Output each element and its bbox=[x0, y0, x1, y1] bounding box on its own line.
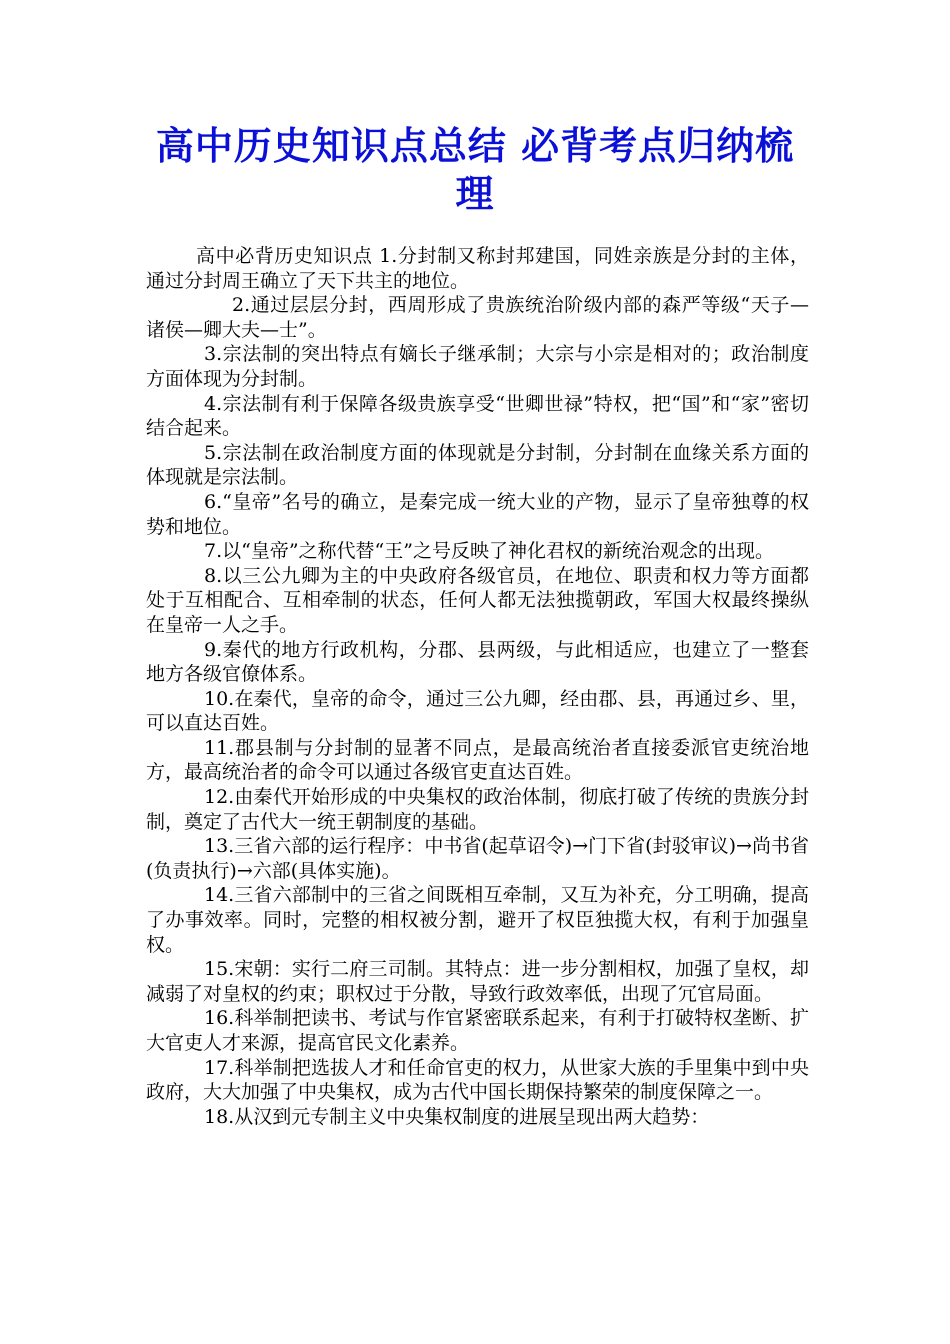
paragraph-3: 3.宗法制的突出特点有嫡长子继承制；大宗与小宗是相对的；政治制度方面体现为分封制。 bbox=[146, 343, 809, 390]
paragraph-16: 16.科举制把读书、考试与作官紧密联系起来，有利于打破特权垄断、扩大官吏人才来源，提高官民文化素养。 bbox=[146, 1007, 809, 1054]
paragraph-7: 7.以“皇帝”之称代替“王”之号反映了神化君权的新统治观念的出现。 bbox=[204, 540, 774, 563]
paragraph-4: 4.宗法制有利于保障各级贵族享受“世卿世禄”特权，把“国”和“家”密切结合起来。 bbox=[146, 392, 809, 440]
paragraph-2: 2.通过层层分封，西周形成了贵族统治阶级内部的森严等级“天子—诸侯—卿大夫—士”。 bbox=[146, 294, 809, 341]
paragraph-14: 14.三省六部制中的三省之间既相互牵制，又互为补充，分工明确，提高了办事效率。同时，完整的相权被分割，避开了权臣独揽大权，有利于加强皇权。 bbox=[146, 884, 809, 956]
paragraph-10: 10.在秦代，皇帝的命令，通过三公九卿，经由郡、县，再通过乡、里，可以直达百姓。 bbox=[146, 687, 809, 735]
paragraph-17: 17.科举制把选拔人才和任命官吏的权力，从世家大族的手里集中到中央政府，大大加强了中央集权，成为古代中国长期保持繁荣的制度保障之一。 bbox=[146, 1056, 809, 1104]
document-title: 高中历史知识点总结 必背考点归纳梳理 bbox=[155, 123, 795, 216]
paragraph-18: 18.从汉到元专制主义中央集权制度的进展呈现出两大趋势： bbox=[204, 1105, 710, 1128]
paragraph-11: 11.郡县制与分封制的显著不同点，是最高统治者直接委派官吏统治地方，最高统治者的命令可以通过各级官吏直达百姓。 bbox=[146, 736, 809, 784]
document-body bbox=[146, 244, 809, 1129]
paragraph-9: 9.秦代的地方行政机构，分郡、县两级，与此相适应，也建立了一整套地方各级官僚体系。 bbox=[146, 638, 809, 686]
paragraph-5: 5.宗法制在政治制度方面的体现就是分封制，分封制在血缘关系方面的体现就是宗法制。 bbox=[146, 441, 809, 489]
paragraph-12: 12.由秦代开始形成的中央集权的政治体制，彻底打破了传统的贵族分封制，奠定了古代大一统王朝制度的基础。 bbox=[146, 786, 809, 833]
paragraph-8: 8.以三公九卿为主的中央政府各级官员，在地位、职责和权力等方面都处于互相配合、互相牵制的状态，任何人都无法独揽朝政，军国大权最终操纵在皇帝一人之手。 bbox=[146, 564, 809, 636]
paragraph-15: 15.宋朝：实行二府三司制。其特点：进一步分割相权，加强了皇权，却减弱了对皇权的约束；职权过于分散，导致行政效率低，出现了冗官局面。 bbox=[146, 958, 809, 1005]
paragraph-13: 13.三省六部的运行程序：中书省(起草诏令)→门下省(封驳审议)→尚书省(负责执行)→六部(具体实施)。 bbox=[146, 835, 809, 882]
paragraph-6: 6.“皇帝”名号的确立，是秦完成一统大业的产物，显示了皇帝独尊的权势和地位。 bbox=[146, 490, 809, 538]
paragraph-1: 高中必背历史知识点 1.分封制又称封邦建国，同姓亲族是分封的主体，通过分封周王确立了天下共主的地位。 bbox=[146, 245, 809, 292]
